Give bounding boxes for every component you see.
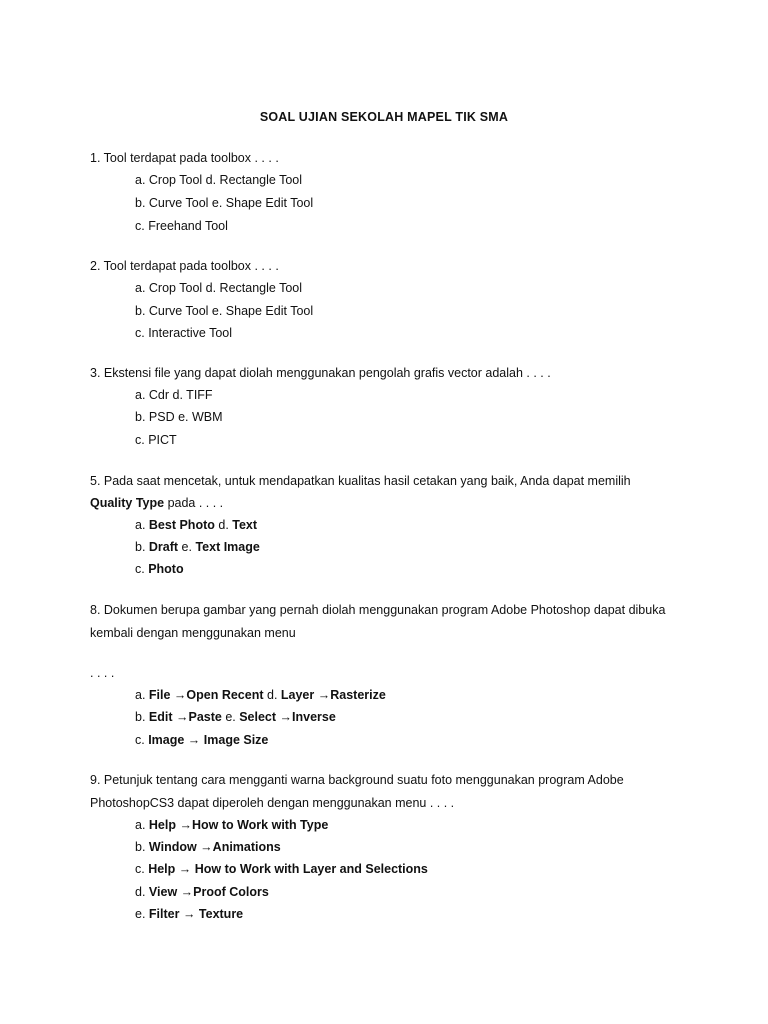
question-1-option-b: b. Curve Tool e. Shape Edit Tool — [135, 196, 314, 210]
question-2-option-b: b. Curve Tool e. Shape Edit Tool — [135, 304, 314, 318]
question-5-option-b: b. Draft e. Text Image — [135, 540, 260, 554]
question-2-option-a: a. Crop Tool d. Rectangle Tool — [135, 281, 303, 295]
question-8-dots: . . . . — [90, 666, 115, 680]
question-9-stem: 9. Petunjuk tentang cara mengganti warna background suatu foto menggunakan program Adobe — [90, 773, 624, 787]
question-9-option-d: d. View →Proof Colors — [135, 885, 269, 899]
question-3-option-b: b. PSD e. WBM — [135, 410, 223, 424]
question-1-option-a: a. Crop Tool d. Rectangle Tool — [135, 173, 303, 187]
question-5-option-c: c. Photo — [135, 562, 184, 576]
document-title: SOAL UJIAN SEKOLAH MAPEL TIK SMA — [259, 110, 509, 124]
question-5-stem-cont: Quality Type pada . . . . — [90, 496, 224, 510]
question-8-stem-cont: kembali dengan menggunakan menu — [90, 626, 296, 640]
question-5-stem: 5. Pada saat mencetak, untuk mendapatkan kualitas hasil cetakan yang baik, Anda dapat memilih — [90, 474, 631, 488]
question-3-option-a: a. Cdr d. TIFF — [135, 388, 213, 402]
question-8-option-b: b. Edit →Paste e. Select →Inverse — [135, 710, 336, 724]
question-8-option-c: c. Image → Image Size — [135, 733, 269, 747]
question-9-option-e: e. Filter → Texture — [135, 907, 244, 921]
question-8-option-a: a. File →Open Recent d. Layer →Rasterize — [135, 688, 386, 702]
question-9-option-a: a. Help →How to Work with Type — [135, 818, 329, 832]
question-1-option-c: c. Freehand Tool — [135, 219, 228, 233]
question-3-option-c: c. PICT — [135, 433, 177, 447]
question-9-option-c: c. Help → How to Work with Layer and Selections — [135, 862, 428, 876]
question-2-option-c: c. Interactive Tool — [135, 326, 233, 340]
question-9-stem-cont: PhotoshopCS3 dapat diperoleh dengan menggunakan menu . . . . — [90, 796, 455, 810]
question-3-stem: 3. Ekstensi file yang dapat diolah menggunakan pengolah grafis vector adalah . . . . — [90, 366, 551, 380]
question-5-option-a: a. Best Photo d. Text — [135, 518, 258, 532]
question-8-stem: 8. Dokumen berupa gambar yang pernah diolah menggunakan program Adobe Photoshop dapat dibuka — [90, 603, 666, 617]
question-9-option-b: b. Window →Animations — [135, 840, 281, 854]
quality-type-term: Quality Type — [90, 496, 165, 510]
question-1-stem: 1. Tool terdapat pada toolbox . . . . — [90, 151, 279, 165]
question-2-stem: 2. Tool terdapat pada toolbox . . . . — [90, 259, 279, 273]
